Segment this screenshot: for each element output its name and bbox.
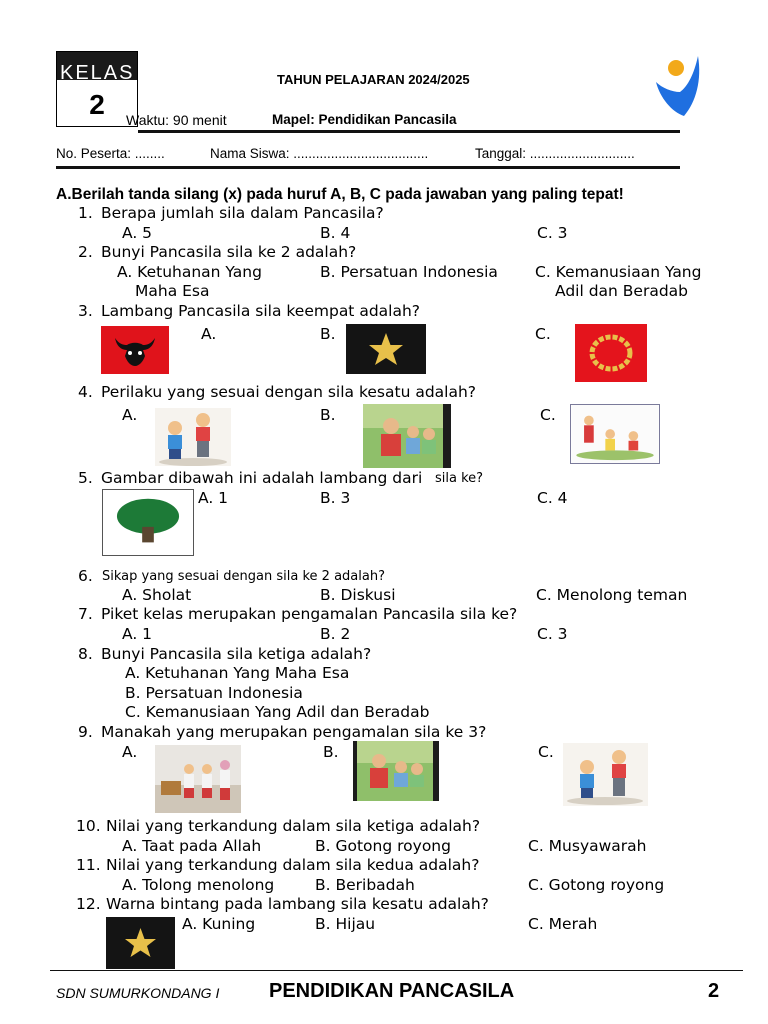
footer-subject: PENDIDIKAN PANCASILA — [269, 980, 515, 1002]
helping-up-friend-image — [563, 743, 648, 806]
question-6-option-b: B. Diskusi — [320, 586, 396, 604]
question-1-number: 1. — [78, 204, 93, 222]
question-1-option-c: C. 3 — [537, 224, 568, 242]
question-8-number: 8. — [78, 645, 93, 663]
gold-star-icon — [346, 324, 426, 374]
question-9-option-a: A. — [122, 743, 138, 761]
question-9-number: 9. — [78, 723, 93, 741]
question-10-option-a: A. Taat pada Allah — [122, 837, 262, 855]
question-4-option-a: A. — [122, 406, 138, 424]
question-2-option-a: A. Ketuhanan Yang — [117, 263, 262, 281]
exam-subject: Mapel: Pendidikan Pancasila — [272, 112, 457, 127]
question-9-text: Manakah yang merupakan pengamalan sila ke 3? — [101, 723, 487, 741]
question-11-option-a: A. Tolong menolong — [122, 876, 275, 894]
question-6-number: 6. — [78, 567, 93, 585]
question-3-option-c: C. — [535, 325, 551, 343]
question-7-number: 7. — [78, 605, 93, 623]
question-12-number: 12. — [76, 895, 101, 913]
question-5-option-c: C. 4 — [537, 489, 568, 507]
gold-star-icon-q12 — [106, 917, 175, 969]
question-7-option-c: C. 3 — [537, 625, 568, 643]
question-3-option-b: B. — [320, 325, 336, 343]
question-1-text: Berapa jumlah sila dalam Pancasila? — [101, 204, 384, 222]
header-divider-top — [138, 130, 680, 133]
question-9-option-c: C. — [538, 743, 554, 761]
kelas-label: KELAS — [60, 62, 135, 80]
question-11-option-c: C. Gotong royong — [528, 876, 665, 894]
question-3-number: 3. — [78, 302, 93, 320]
header-divider-bottom — [56, 166, 680, 169]
question-8-text: Bunyi Pancasila sila ketiga adalah? — [101, 645, 372, 663]
student-name-field: Nama Siswa: .................................... — [210, 146, 429, 161]
question-12-text: Warna bintang pada lambang sila kesatu adalah? — [106, 895, 489, 913]
exam-time: Waktu: 90 menit — [126, 112, 227, 128]
question-6-text: Sikap yang sesuai dengan sila ke 2 adalah? — [102, 569, 385, 584]
question-11-text: Nilai yang terkandung dalam sila kedua adalah? — [106, 856, 480, 874]
question-1-option-b: B. 4 — [320, 224, 351, 242]
question-6-option-c: C. Menolong teman — [536, 586, 688, 604]
question-8-option-a: A. Ketuhanan Yang Maha Esa — [125, 664, 350, 682]
question-12-option-c: C. Merah — [528, 915, 598, 933]
question-8-option-c: C. Kemanusiaan Yang Adil dan Beradab — [125, 703, 430, 721]
question-7-text: Piket kelas merupakan pengamalan Pancasila sila ke? — [101, 605, 518, 623]
question-5-option-a: A. 1 — [198, 489, 229, 507]
class-duty-image — [155, 745, 241, 813]
chain-icon — [575, 324, 647, 382]
praying-group-image — [353, 741, 439, 801]
kelas-label-band — [57, 52, 137, 80]
question-2-option-b: B. Persatuan Indonesia — [320, 263, 498, 281]
question-2-text: Bunyi Pancasila sila ke 2 adalah? — [101, 243, 357, 261]
footer-divider — [50, 970, 743, 971]
participant-number-field: No. Peserta: ........ — [56, 146, 165, 161]
question-10-option-c: C. Musyawarah — [528, 837, 647, 855]
question-7-option-a: A. 1 — [122, 625, 153, 643]
question-2-option-a-cont: Maha Esa — [135, 282, 210, 300]
question-12-option-b: B. Hijau — [315, 915, 376, 933]
question-8-option-b: B. Persatuan Indonesia — [125, 684, 303, 702]
question-2-number: 2. — [78, 243, 93, 261]
question-10-text: Nilai yang terkandung dalam sila ketiga adalah? — [106, 817, 481, 835]
question-12-option-a: A. Kuning — [182, 915, 256, 933]
question-2-option-c: C. Kemanusiaan Yang — [535, 263, 702, 281]
question-4-text: Perilaku yang sesuai dengan sila kesatu adalah? — [101, 383, 477, 401]
question-1-option-a: A. 5 — [122, 224, 153, 242]
question-4-option-b: B. — [320, 406, 336, 424]
question-5-number: 5. — [78, 469, 93, 487]
question-7-option-b: B. 2 — [320, 625, 351, 643]
footer-page-number: 2 — [708, 980, 720, 1002]
question-10-number: 10. — [76, 817, 101, 835]
school-logo-icon — [650, 52, 704, 118]
question-10-option-b: B. Gotong royong — [315, 837, 451, 855]
kelas-number: 2 — [89, 89, 105, 120]
question-5-option-b: B. 3 — [320, 489, 351, 507]
question-11-number: 11. — [76, 856, 101, 874]
date-field: Tanggal: ............................ — [475, 146, 635, 161]
school-year: TAHUN PELAJARAN 2024/2025 — [277, 72, 470, 87]
question-5-text: Gambar dibawah ini adalah lambang dari — [101, 469, 423, 487]
section-a-instruction: A.Berilah tanda silang (x) pada huruf A, B, C pada jawaban yang paling tepat! — [56, 186, 624, 203]
question-2-option-c-cont: Adil dan Beradab — [555, 282, 689, 300]
question-4-option-c: C. — [540, 406, 556, 424]
question-9-option-b: B. — [323, 743, 339, 761]
question-3-option-a: A. — [201, 325, 217, 343]
praying-image — [363, 404, 451, 468]
question-11-option-b: B. Beribadah — [315, 876, 415, 894]
question-4-number: 4. — [78, 383, 93, 401]
helping-friend-image — [155, 408, 231, 466]
playing-children-image — [570, 404, 660, 464]
question-5-text-small: sila ke? — [435, 471, 484, 486]
question-3-text: Lambang Pancasila sila keempat adalah? — [101, 302, 421, 320]
question-6-option-a: A. Sholat — [122, 586, 192, 604]
bull-head-icon — [101, 326, 169, 374]
footer-school: SDN SUMURKONDANG I — [56, 985, 220, 1001]
banyan-tree-icon — [102, 489, 194, 556]
